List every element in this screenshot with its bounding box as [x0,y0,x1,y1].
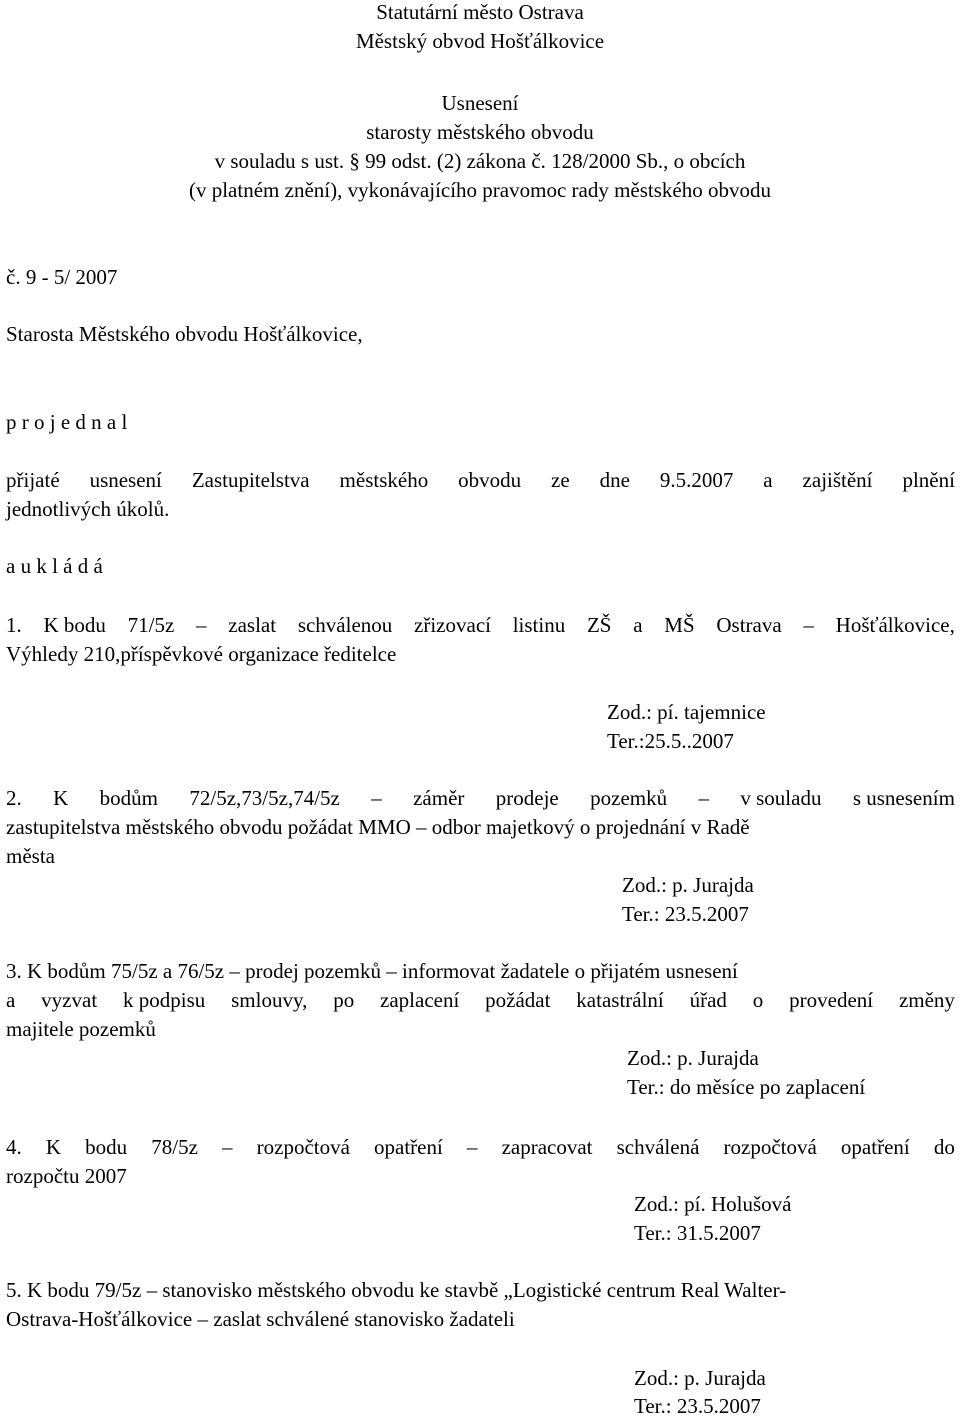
justified-word: Hošťálkovice, [835,613,955,637]
item-4-line2: rozpočtu 2007 [6,1164,127,1188]
justified-word: s usnesením [852,786,955,810]
item-5-line1: 5. K bodu 79/5z – stanovisko městského obvodu ke stavbě „Logistické centrum Real Walter- [6,1278,787,1302]
item-4-line1 [6,1133,955,1162]
justified-word: – [698,786,709,810]
justified-word: K [53,786,69,810]
justified-word: zapracovat [501,1135,593,1159]
justified-word: smlouvy, [231,988,308,1012]
justified-word: schválenou [297,613,393,637]
justified-word: MŠ [664,613,695,637]
justified-word: ZŠ [586,613,612,637]
justified-word: rozpočtová [723,1135,817,1159]
justified-word: změny [898,988,955,1012]
discussed-text-line2: jednotlivých úkolů. [6,497,170,521]
justified-word: záměr [413,786,465,810]
item-2-line1 [6,784,955,813]
justified-word: K bodu [43,613,106,637]
justified-word: bodům [99,786,159,810]
resolution-title-block [0,89,960,205]
justified-word: K [45,1135,62,1159]
justified-word: 9.5.2007 [659,468,734,492]
justified-word: k podpisu [123,988,206,1012]
justified-word: úřad [689,988,727,1012]
justified-word: katastrální [576,988,664,1012]
justified-word: zaplacení [380,988,460,1012]
justified-word: rozpočtová [256,1135,350,1159]
item-4-deadline: Ter.: 31.5.2007 [634,1221,761,1245]
legal-basis-continued: (v platném znění), vykonávajícího pravomoc rady městského obvodu [188,178,771,202]
justified-word: provedení [789,988,874,1012]
justified-word: městského [339,468,429,492]
justified-word: požádat [485,988,551,1012]
item-2-responsible: Zod.: p. Jurajda [622,873,754,897]
discussed-text-line1 [6,466,955,495]
justified-word: zajištění [802,468,873,492]
justified-word: 2. [6,786,22,810]
item-3-line3: majitele pozemků [6,1017,156,1041]
justified-word: o [752,988,764,1012]
mayor-line: Starosta Městského obvodu Hošťálkovice, [6,322,363,346]
item-1-line2: Výhledy 210,příspěvkové organizace ředitelce [6,642,397,666]
item-3-line1: 3. K bodům 75/5z a 76/5z – prodej pozemků – informovat žadatele o přijatém usnesení [6,959,738,983]
justified-word: zaslat [228,613,277,637]
justified-word: ze [551,468,570,492]
district-name: Městský obvod Hošťálkovice [355,29,605,53]
item-5-deadline: Ter.: 23.5.2007 [634,1394,761,1418]
justified-word: 72/5z,73/5z,74/5z [189,786,340,810]
item-4-responsible: Zod.: pí. Holušová [634,1192,792,1216]
justified-word: listinu [512,613,566,637]
justified-word: Ostrava [716,613,782,637]
justified-word: 71/5z [127,613,175,637]
justified-word: a [6,988,16,1012]
justified-word: 4. [6,1135,22,1159]
item-3-deadline: Ter.: do měsíce po zaplacení [627,1075,866,1099]
justified-word: přijaté [6,468,60,492]
justified-word: a [763,468,773,492]
legal-basis: v souladu s ust. § 99 odst. (2) zákona č. 128/2000 Sb., o obcích [214,149,746,173]
resolution-subtitle: starosty městského obvodu [366,120,594,144]
item-1-deadline: Ter.:25.5..2007 [607,729,734,753]
justified-word: Zastupitelstva [191,468,310,492]
justified-word: vyzvat [41,988,98,1012]
justified-word: pozemků [590,786,668,810]
item-2-line2: zastupitelstva městského obvodu požádat MMO – odbor majetkový o projednání v Radě [6,815,750,839]
item-3-line2 [6,986,955,1015]
justified-word: – [466,1135,478,1159]
justified-word: plnění [902,468,955,492]
item-2-deadline: Ter.: 23.5.2007 [622,902,749,926]
item-1-line1 [6,611,955,640]
justified-word: usnesení [89,468,162,492]
justified-word: – [803,613,814,637]
justified-word: zřizovací [414,613,491,637]
document-header [0,0,960,56]
justified-word: a [633,613,643,637]
justified-word: 1. [6,613,22,637]
justified-word: schválená [616,1135,700,1159]
resolution-title: Usnesení [441,91,519,115]
justified-word: do [933,1135,955,1159]
justified-word: prodeje [495,786,559,810]
item-5-line2: Ostrava-Hošťálkovice – zaslat schválené stanovisko žadateli [6,1307,515,1331]
justified-word: 78/5z [151,1135,198,1159]
item-2-line3: města [6,844,55,868]
justified-word: bodu [85,1135,128,1159]
justified-word: opatření [374,1135,443,1159]
item-3-responsible: Zod.: p. Jurajda [627,1046,759,1070]
justified-word: – [371,786,382,810]
item-1-responsible: Zod.: pí. tajemnice [607,700,766,724]
justified-word: po [333,988,355,1012]
city-name: Statutární město Ostrava [376,0,584,24]
justified-word: opatření [840,1135,910,1159]
justified-word: v souladu [740,786,822,810]
justified-word: dne [599,468,630,492]
justified-word: – [222,1135,233,1159]
justified-word: – [196,613,207,637]
orders-label: a u k l á d á [6,554,103,578]
justified-word: obvodu [458,468,522,492]
resolution-number: č. 9 - 5/ 2007 [6,265,118,289]
item-5-responsible: Zod.: p. Jurajda [634,1366,766,1390]
discussed-label: p r o j e d n a l [6,410,128,434]
